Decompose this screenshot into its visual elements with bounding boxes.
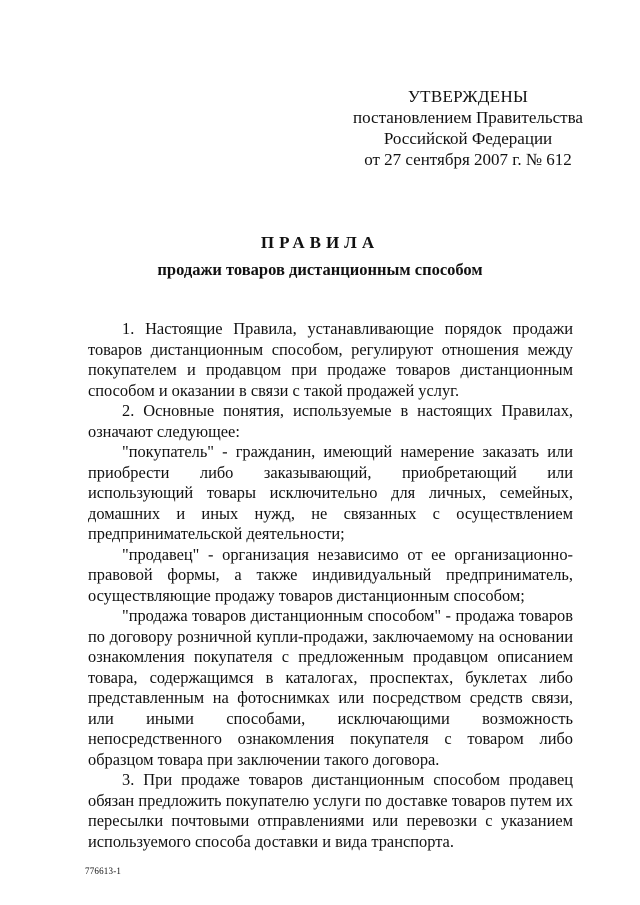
approval-line-decree: постановлением Правительства (353, 108, 583, 127)
approval-line-date: от 27 сентября 2007 г. № 612 (364, 150, 572, 169)
paragraph-2: 2. Основные понятия, используемые в настоящих Правилах, означают следующее: (88, 401, 573, 441)
paragraph-3: 3. При продаже товаров дистанционным способом продавец обязан предложить покупателю услуги по доставке товаров путем их пересылки почтовыми отправлениями или перевозки с указанием используемого способа доставки и вида транспорта. (88, 770, 573, 851)
approval-heading: УТВЕРЖДЕНЫ (407, 87, 529, 106)
document-title: ПРАВИЛА (260, 233, 380, 252)
paragraph-1: 1. Настоящие Правила, устанавливающие порядок продажи товаров дистанционным способом, регулируют отношения между покупателем и продавцом при продаже товаров дистанционным способом и оказании в связи с такой продажей услуг. (88, 319, 573, 400)
definition-remote-sale: "продажа товаров дистанционным способом" - продажа товаров по договору розничной купли-продажи, заключаемому на основании ознакомления покупателя с предложенным продавцом описанием товара, содержащимся в каталогах, проспектах, буклетах либо представленным на фотоснимках или посредством средств связи, или иными способами, исключающими возможность непосредственного ознакомления покупателя с товаром либо образцом товара при заключении такого договора. (88, 606, 573, 769)
document-subtitle: продажи товаров дистанционным способом (157, 260, 483, 279)
document-number: 776613-1 (85, 866, 122, 876)
document-body (88, 319, 573, 852)
definition-seller: "продавец" - организация независимо от ее организационно-правовой формы, а также индивидуальный предприниматель, осуществляющие продажу товаров дистанционным способом; (88, 544, 573, 605)
approval-block (318, 86, 618, 170)
definition-buyer: "покупатель" - гражданин, имеющий намерение заказать или приобрести либо заказывающий, приобретающий или использующий товары исключительно для личных, семейных, домашних и иных нужд, не связанных с осуществлением предпринимательской деятельности; (88, 442, 573, 543)
approval-line-country: Российской Федерации (383, 129, 553, 148)
